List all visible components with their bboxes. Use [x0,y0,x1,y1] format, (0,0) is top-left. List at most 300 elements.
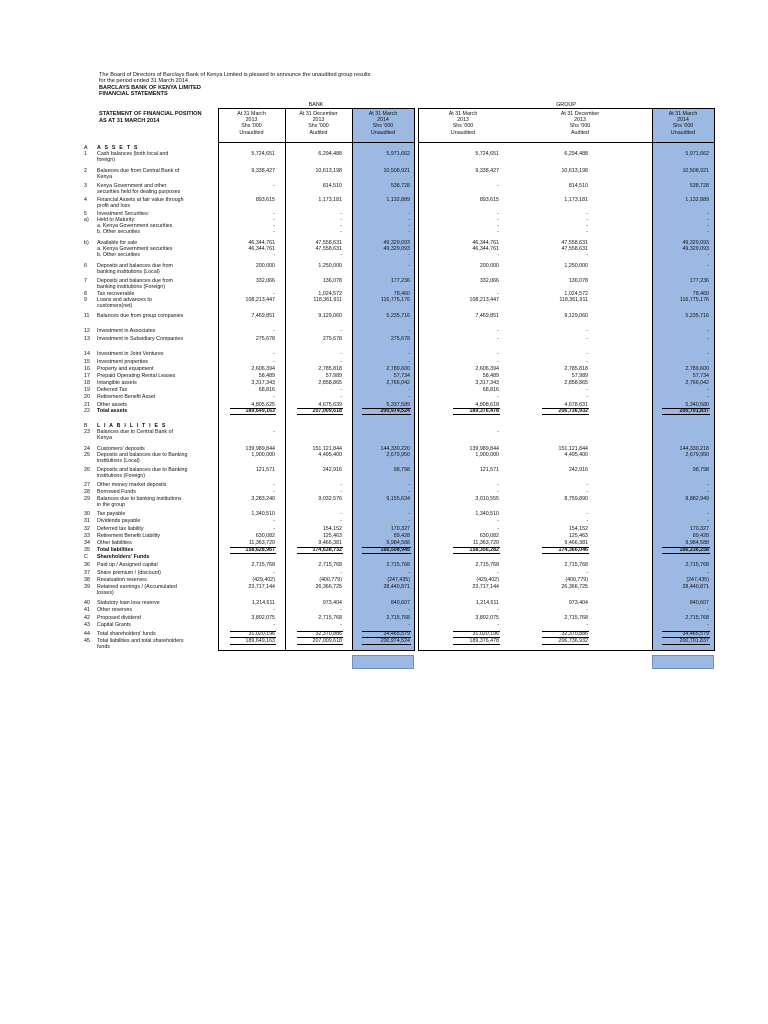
row-value: 89,428 [692,533,709,539]
row-label: Tax recoverable [97,291,135,297]
row-value: 893,615 [479,197,499,203]
row-value: - [586,489,588,495]
column-header-date: At 31 March [237,111,266,117]
row-number: 14 [84,351,90,357]
row-label: Financial Assets at fair value through profit and loss [97,197,184,209]
row-value: - [408,482,410,488]
column-header-status: Audited [571,129,589,136]
row-value: - [408,252,410,258]
row-value: - [273,622,275,628]
row-value: - [707,518,709,524]
row-label: L I A B I L I T I E S [97,423,167,429]
row-number: 3 [84,183,87,189]
total-rule [453,547,500,548]
row-value: - [497,359,499,365]
row-label: Balances due to Central Bank of Kenya [97,429,173,441]
row-value: 158,628,967 [245,547,275,553]
row-value: - [408,359,410,365]
total-rule [362,644,411,645]
row-value: 68,816 [258,387,275,393]
column-header-date: At 31 December [560,111,600,117]
row-value: 2,679,950 [386,452,410,458]
total-rule [297,414,343,415]
row-value: 121,571 [479,467,499,473]
row-label: Total assets [97,408,128,414]
row-value: 3,802,075 [475,615,499,621]
row-value: 9,984,588 [685,540,709,546]
row-value: - [273,291,275,297]
row-value: 31,020,196 [472,631,499,637]
column-header-year: 2013 [312,117,325,124]
row-value: 1,900,000 [475,452,499,458]
row-value: 170,327 [390,526,410,532]
row-value: 538,728 [689,183,709,189]
total-rule [662,637,710,638]
row-number: 30 [84,511,90,517]
row-value: (247,435) [387,577,410,583]
row-value: 23,717,144 [248,584,275,590]
row-value: 136,078 [568,278,588,284]
row-value: 1,132,889 [386,197,410,203]
row-value: - [340,607,342,613]
row-value: - [586,570,588,576]
row-value: 6,294,488 [564,151,588,157]
row-number: 44 [84,631,90,637]
row-value: - [408,394,410,400]
total-rule [297,644,343,645]
row-value: - [340,570,342,576]
row-value: 139,989,844 [245,446,275,452]
row-number: 9 [84,297,87,303]
total-rule [297,408,343,409]
row-value: 125,463 [568,533,588,539]
row-number: 40 [84,600,90,606]
row-value: - [497,607,499,613]
row-value: 116,775,176 [380,297,410,303]
row-value: - [586,622,588,628]
column-header-unit: Shs '000 [569,123,591,130]
row-number: 35 [84,547,90,553]
row-value: 47,558,631 [315,246,342,252]
column-header-unit: Shs '000 [672,123,694,130]
row-value: 2,785,818 [318,366,342,372]
row-value: 275,678 [255,336,275,342]
row-value: - [408,622,410,628]
row-number: b) [84,240,89,246]
row-value: 332,066 [479,278,499,284]
row-value: 9,155,634 [386,496,410,502]
row-label: Dividends payable [97,518,141,524]
row-value: - [408,489,410,495]
row-value: 49,329,093 [682,240,709,246]
total-rule [297,631,343,632]
row-value: 814,510 [322,183,342,189]
total-rule [662,631,710,632]
row-value: 7,469,851 [251,313,275,319]
row-value: 2,606,394 [251,366,275,372]
row-value: 5,235,716 [386,313,410,319]
row-value: 11,363,720 [472,540,499,546]
row-value: 68,816 [482,387,499,393]
row-value: 242,916 [322,467,342,473]
total-rule [662,553,710,554]
row-label: Deposits and balances due to Banking institutions (Local) [97,452,188,464]
row-number: 4 [84,197,87,203]
row-label: Investment in Subsidiary Companies [97,336,183,342]
row-value: - [586,217,588,223]
column-header-unit: Shs '000 [452,123,474,130]
row-value: 5,724,651 [475,151,499,157]
row-value: - [497,518,499,524]
row-value: 630,082 [479,533,499,539]
row-number: 17 [84,373,90,379]
row-value: - [273,607,275,613]
row-label: Total liabilities [97,547,134,553]
row-value: - [586,359,588,365]
row-value: 2,715,768 [318,562,342,568]
row-label: Balances due from group companies [97,313,184,319]
row-number: 42 [84,615,90,621]
row-label: a. Kenya Government securities [97,246,173,252]
row-value: - [497,223,499,229]
row-value: 5,235,716 [685,313,709,319]
row-label: Revaluation reserves [97,577,147,583]
row-value: 9,338,427 [475,168,499,174]
row-label: Held to Maturity: [97,217,136,223]
row-value: 78,460 [393,291,410,297]
row-value: - [497,482,499,488]
row-number: 8 [84,291,87,297]
row-label: Capital Grants [97,622,131,628]
row-value: 23,717,144 [472,584,499,590]
row-number: 32 [84,526,90,532]
row-number: 25 [84,452,90,458]
row-label: Paid up / Assigned capital [97,562,158,568]
row-number: 23 [84,429,90,435]
row-label: Shareholders' Funds [97,554,150,560]
row-value: (429,402) [252,577,275,583]
row-label: Deposits and balances due from banking institutions (Foreign) [97,278,173,290]
row-value: 47,558,631 [561,240,588,246]
column-header-unit: Shs '000 [308,123,329,130]
row-value: 10,508,921 [383,168,410,174]
row-value: - [273,482,275,488]
row-value: - [340,217,342,223]
row-value: 3,010,555 [475,496,499,502]
row-value: 3,317,343 [251,380,275,386]
row-value: 3,283,240 [251,496,275,502]
row-value: - [273,211,275,217]
row-label: Balances due to banking institutions in the group [97,496,182,508]
row-value: - [408,607,410,613]
row-value: 31,020,196 [248,631,275,637]
row-value: - [586,482,588,488]
row-value: 1,340,510 [251,511,275,517]
row-value: 9,466,381 [318,540,342,546]
row-value: 538,728 [390,183,410,189]
row-number: 28 [84,489,90,495]
row-value: - [408,217,410,223]
total-rule [662,408,710,409]
row-number: 18 [84,380,90,386]
row-value: 973,404 [322,600,342,606]
row-value: - [586,328,588,334]
row-value: 206,736,932 [558,408,588,414]
row-value: 1,173,181 [564,197,588,203]
total-rule [362,408,411,409]
column-header-year: 2013 [245,117,258,124]
row-value: 58,489 [482,373,499,379]
row-label: A S S E T S [97,145,139,151]
row-value: 630,082 [255,533,275,539]
total-rule [230,553,276,554]
row-value: 1,214,611 [475,600,499,606]
row-value: - [497,211,499,217]
row-label: Available for sale [97,240,138,246]
row-value: 200,000 [255,263,275,269]
row-value: 9,129,060 [564,313,588,319]
total-rule [542,553,589,554]
row-value: 2,715,768 [564,615,588,621]
row-value: 166,508,945 [380,547,410,553]
row-value: 5,337,589 [386,402,410,408]
row-value: - [340,482,342,488]
row-value: 57,734 [393,373,410,379]
row-value: 1,250,000 [318,263,342,269]
row-value: - [340,387,342,393]
row-value: 2,715,768 [318,615,342,621]
row-value: 177,236 [689,278,709,284]
row-value: - [340,394,342,400]
column-header-unit: Shs '000 [241,123,262,130]
row-value: 4,495,400 [318,452,342,458]
column-header-year: 2013 [574,117,586,124]
row-number: 1 [84,151,87,157]
row-value: 2,715,768 [685,615,709,621]
row-number: 37 [84,570,90,576]
row-value: 154,152 [322,526,342,532]
bank-group-title: BANK [308,102,324,108]
row-value: 34,465,579 [383,631,410,637]
row-value: (429,402) [476,577,499,583]
row-value: 206,736,932 [558,638,588,644]
row-value: - [340,622,342,628]
row-value: 46,344,761 [248,240,275,246]
row-value: - [340,252,342,258]
row-label: Other reserves [97,607,133,613]
row-label: Borrowed Funds [97,489,136,495]
row-value: - [707,482,709,488]
total-rule [453,644,500,645]
intro-line-2: for the period ended 31 March 2014 [99,78,188,85]
row-value: 5,724,651 [251,151,275,157]
row-value: 118,361,911 [559,297,588,303]
row-number: 22 [84,408,90,414]
row-value: 144,330,220 [380,446,410,452]
total-rule [362,631,411,632]
row-value: 125,463 [322,533,342,539]
row-label: Intangible assets [97,380,137,386]
row-value: - [497,526,499,532]
row-value: 9,032,576 [318,496,342,502]
total-rule [453,408,500,409]
row-label: Loans and advances to customers(net) [97,297,152,309]
row-value: 973,404 [568,600,588,606]
row-value: - [707,570,709,576]
row-label: Balances due from Central Bank of Kenya [97,168,180,180]
row-label: Share premium / (discount) [97,570,161,576]
row-value: - [273,394,275,400]
total-rule [230,631,276,632]
row-value: 1,900,000 [251,452,275,458]
row-number: 36 [84,562,90,568]
row-value: 189,376,478 [469,638,499,644]
row-value: 49,329,093 [383,240,410,246]
row-value: - [273,489,275,495]
row-number: 39 [84,584,90,590]
row-value: 11,363,720 [248,540,275,546]
row-label: Property and equipment [97,366,154,372]
row-label: Tax payable [97,511,126,517]
row-value: 5,971,662 [685,151,709,157]
row-value: - [340,359,342,365]
column-header-status: Unaudited [370,129,396,136]
row-value: - [497,183,499,189]
row-value: 89,428 [393,533,410,539]
row-value: 10,613,198 [561,168,588,174]
row-value: 26,366,725 [315,584,342,590]
total-rule [230,637,276,638]
row-value: 108,213,447 [469,297,499,303]
total-rule [542,637,589,638]
row-value: - [408,211,410,217]
row-label: Other liabilities [97,540,132,546]
row-value: 174,366,046 [558,547,588,553]
row-value: - [497,394,499,400]
row-value: 121,571 [255,467,275,473]
row-number: 7 [84,278,87,284]
row-value: - [497,622,499,628]
column-header-year: 2014 [677,117,689,124]
row-value: - [408,518,410,524]
row-value: 8,759,890 [564,496,588,502]
intro-line-1: The Board of Directors of Barclays Bank of Kenya Limited is pleased to announce the unaudited group results [99,72,371,78]
row-value: - [707,622,709,628]
row-value: - [497,229,499,235]
row-value: 189,649,163 [245,638,275,644]
document-title: FINANCIAL STATEMENTS [99,91,168,98]
row-value: - [273,429,275,435]
row-label: Total shareholders' funds [97,631,156,637]
row-value: - [273,183,275,189]
row-value: 58,489 [258,373,275,379]
row-number: 41 [84,607,90,613]
column-header-status: Unaudited [450,129,476,136]
column-header-year: 2014 [377,117,389,124]
row-value: 2,715,768 [251,562,275,568]
row-value: - [408,229,410,235]
row-value: - [340,328,342,334]
row-number: 38 [84,577,90,583]
row-value: 2,715,768 [564,562,588,568]
row-value: 189,649,163 [245,408,275,414]
total-rule [362,553,411,554]
row-value: 4,805,625 [251,402,275,408]
row-value: 2,715,768 [475,562,499,568]
row-value: 2,715,768 [386,562,410,568]
row-value: - [707,263,709,269]
row-value: - [707,217,709,223]
row-value: - [497,217,499,223]
row-value: 2,785,818 [564,366,588,372]
total-rule [297,637,343,638]
row-value: 98,798 [393,467,410,473]
row-label: Investment in Joint Ventures [97,351,164,357]
row-label: b. Other securities [97,252,140,258]
row-value: - [586,607,588,613]
row-value: 200,701,837 [679,408,709,414]
row-value: - [707,607,709,613]
column-header-status: Unaudited [670,129,696,136]
row-value: 108,213,447 [245,297,275,303]
row-value: 98,798 [692,467,709,473]
row-value: - [497,489,499,495]
row-number: 34 [84,540,90,546]
total-rule [453,414,500,415]
row-value: - [340,229,342,235]
row-value: - [586,223,588,229]
total-rule [542,414,589,415]
row-value: 46,344,761 [248,246,275,252]
row-label: Total liabilities and total shareholders funds [97,638,184,650]
row-number: 45 [84,638,90,644]
row-value: 4,678,631 [564,402,588,408]
row-value: - [273,328,275,334]
row-value: - [497,328,499,334]
group-group-title: GROUP [556,102,576,108]
row-value: 174,638,732 [312,547,342,553]
row-value: 28,440,871 [383,584,410,590]
row-value: 154,152 [568,526,588,532]
row-value: 7,469,851 [475,313,499,319]
row-value: 32,370,886 [561,631,588,637]
row-value: 200,974,524 [380,638,410,644]
total-rule [662,547,710,548]
row-value: - [707,252,709,258]
row-number: 24 [84,446,90,452]
row-value: - [707,489,709,495]
row-value: 200,974,524 [380,408,410,414]
total-rule [230,644,276,645]
row-label: Retained earnings / (Accumulated losses) [97,584,177,596]
row-value: 2,858,865 [318,380,342,386]
row-number: 21 [84,402,90,408]
row-number: C [84,554,88,560]
row-label: Deferred Tax [97,387,128,393]
row-label: Other assets [97,402,128,408]
row-value: - [497,291,499,297]
row-label: b. Other securities [97,229,140,235]
total-rule [662,414,710,415]
row-value: - [497,336,499,342]
row-value: - [586,511,588,517]
column-header-date: At 31 March [448,111,478,117]
row-label: Deposits and balances due from banking institutions (Local) [97,263,173,275]
row-value: - [586,336,588,342]
row-value: 139,989,844 [469,446,499,452]
row-label: Deposits and balances due to Banking institutions (Foreign) [97,467,188,479]
row-value: (400,779) [565,577,588,583]
